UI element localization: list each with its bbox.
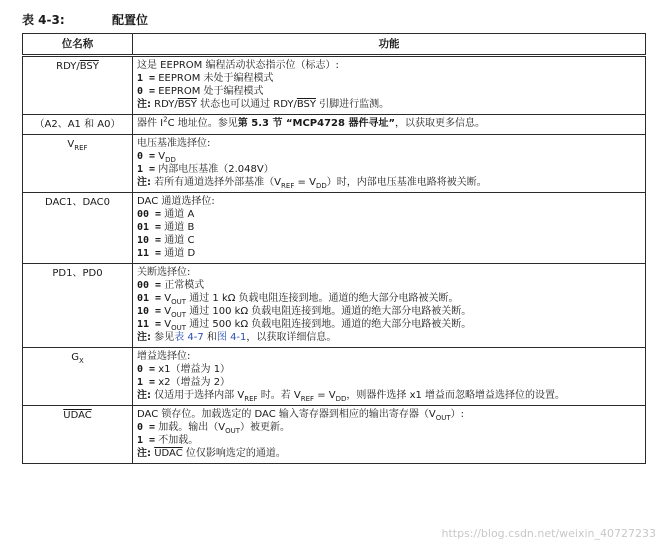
function-line <box>137 137 641 150</box>
text-segment: 10 = <box>137 306 162 317</box>
text-segment: 1 = <box>137 377 156 388</box>
function-cell <box>133 56 646 115</box>
text-segment: 注: <box>137 390 151 401</box>
function-line <box>137 389 641 402</box>
text-segment: RDY/ <box>151 99 178 110</box>
function-line <box>137 434 641 447</box>
text-segment: V <box>161 319 172 330</box>
bit-name-pre: （A2、A1 和 A0） <box>34 119 121 130</box>
text-segment: 通道 D <box>161 248 196 259</box>
function-line <box>137 117 641 130</box>
text-segment: 第 5.3 节 “MCP4728 器件寻址” <box>237 118 396 129</box>
table-title: 配置位 <box>112 12 149 27</box>
text-segment: DD <box>165 156 176 164</box>
table-row <box>23 193 646 264</box>
function-line <box>137 318 641 331</box>
text-segment: 01 = <box>137 293 162 304</box>
bit-name-cell <box>23 56 133 115</box>
text-segment: 1 = <box>137 435 156 446</box>
text-segment: 注: <box>137 99 151 110</box>
table-row <box>23 115 646 135</box>
function-line <box>137 195 641 208</box>
text-segment: $\overline{BSY}$ <box>177 99 197 110</box>
function-line <box>137 247 641 260</box>
table-header-row <box>23 34 646 56</box>
function-line <box>137 59 641 72</box>
text-segment: OUT <box>171 298 187 306</box>
text-segment: 0 = <box>137 422 156 433</box>
text-segment: V <box>161 306 172 317</box>
text-segment: OUT <box>171 324 187 332</box>
text-segment: 1 = <box>137 164 156 175</box>
text-segment: $\overline{BSY}$ <box>296 99 316 110</box>
text-segment: 状态也可以通过 RDY/ <box>196 99 297 110</box>
text-segment: 0 = <box>137 151 156 162</box>
text-segment: 不加载。 <box>155 435 199 446</box>
cross-reference-link[interactable]: 图 4-1 <box>216 332 247 343</box>
text-segment: UDAC <box>154 448 183 459</box>
text-segment: DAC 锁存位。加载选定的 DAC 输入寄存器到相应的输出寄存器（V <box>137 409 436 420</box>
function-line <box>137 72 641 85</box>
text-segment: ，以获取详细信息。 <box>246 332 337 343</box>
text-segment: ）时，内部电压基准电路将被关断。 <box>326 177 487 188</box>
text-segment: = V <box>294 177 316 188</box>
text-segment: 00 = <box>137 209 162 220</box>
text-segment: V <box>155 151 166 162</box>
function-cell <box>133 406 646 464</box>
text-segment: = V <box>314 390 336 401</box>
text-segment: 仅适用于选择内部 V <box>151 390 245 401</box>
function-line <box>137 305 641 318</box>
function-cell <box>133 348 646 406</box>
function-cell <box>133 264 646 348</box>
text-segment: 注: <box>137 177 151 188</box>
function-line <box>137 279 641 292</box>
text-segment: 位仅影响选定的通道。 <box>182 448 286 459</box>
text-segment: 通道 C <box>161 235 195 246</box>
text-segment: 这是 EEPROM 编程活动状态指示位（标志）: <box>137 60 339 71</box>
text-segment: V <box>161 293 172 304</box>
text-segment: 通道 B <box>161 222 195 233</box>
function-line <box>137 421 641 434</box>
text-segment: 01 = <box>137 222 162 233</box>
text-segment: 0 = <box>137 364 156 375</box>
text-segment: REF <box>300 395 315 403</box>
text-segment: 0 = <box>137 86 156 97</box>
table-row <box>23 56 646 115</box>
bit-name-cell <box>23 193 133 264</box>
text-segment: x1（增益为 1） <box>155 364 231 375</box>
function-line <box>137 234 641 247</box>
text-segment: ）: <box>450 409 465 420</box>
text-segment: 通过 1 kΩ 负载电阻连接到地。通道的绝大部分电路被关断。 <box>186 293 459 304</box>
function-line <box>137 447 641 460</box>
text-segment: OUT <box>435 414 451 422</box>
text-segment: 电压基准选择位: <box>137 138 211 149</box>
text-segment: 10 = <box>137 235 162 246</box>
text-segment: 通道 A <box>161 209 195 220</box>
bit-name-cell <box>23 115 133 135</box>
function-cell <box>133 193 646 264</box>
table-row <box>23 264 646 348</box>
text-segment: 时。若 V <box>257 390 301 401</box>
watermark: https://blog.csdn.net/weixin_40727233 <box>441 527 656 540</box>
text-segment: OUT <box>171 311 187 319</box>
function-line <box>137 98 641 111</box>
table-row <box>23 406 646 464</box>
bit-name-cell <box>23 348 133 406</box>
text-segment: 通过 100 kΩ 负载电阻连接到地。通道的绝大部分电路被关断。 <box>186 306 472 317</box>
text-segment: ，以获取更多信息。 <box>395 118 486 129</box>
text-segment: DD <box>315 182 327 190</box>
text-segment: 引脚进行监测。 <box>315 99 390 110</box>
bit-name-pre: DAC1、DAC0 <box>44 197 111 208</box>
table-number: 表 4-3: <box>22 12 65 27</box>
function-line <box>137 221 641 234</box>
function-line <box>137 350 641 363</box>
text-segment: EEPROM 未处于编程模式 <box>155 73 274 84</box>
text-segment: 关断选择位: <box>137 267 191 278</box>
function-line <box>137 266 641 279</box>
function-cell <box>133 135 646 193</box>
text-segment: 注: <box>137 332 151 343</box>
text-segment: 增益选择位: <box>137 351 191 362</box>
text-segment: 若所有通道选择外部基准（V <box>151 177 282 188</box>
table-row <box>23 348 646 406</box>
text-segment: 正常模式 <box>161 280 205 291</box>
text-segment: REF <box>281 182 295 190</box>
function-line <box>137 85 641 98</box>
bit-name-pre: PD1、PD0 <box>52 268 103 279</box>
text-segment: C 地址位。参见 <box>167 118 238 129</box>
text-segment: DD <box>335 395 347 403</box>
text-segment: 11 = <box>137 319 162 330</box>
function-line <box>137 150 641 163</box>
header-bit-name: 位名称 <box>23 34 133 56</box>
text-segment: 通过 500 kΩ 负载电阻连接到地。通道的绝大部分电路被关断。 <box>186 319 472 330</box>
text-segment: 00 = <box>137 280 162 291</box>
table-body <box>23 56 646 464</box>
text-segment: REF <box>244 395 258 403</box>
text-segment: 器件 I <box>137 118 164 129</box>
header-function: 功能 <box>133 34 646 56</box>
bit-name-pre: RDY/ <box>56 61 80 72</box>
text-segment: DAC 通道选择位: <box>137 196 215 207</box>
function-line <box>137 176 641 189</box>
text-segment: 参见 <box>151 332 175 343</box>
function-line <box>137 163 641 176</box>
table-row <box>23 135 646 193</box>
bit-name-over: UDAC <box>63 410 92 421</box>
text-segment: 注: <box>137 448 151 459</box>
text-segment: x2（增益为 2） <box>155 377 231 388</box>
text-segment: 和 <box>203 332 217 343</box>
text-segment: 2 <box>163 115 168 124</box>
text-segment: ，则器件选择 x1 增益而忽略增益选择位的设置。 <box>346 390 566 401</box>
config-bits-table <box>22 33 646 464</box>
bit-name-pre: V <box>67 139 75 150</box>
function-line <box>137 208 641 221</box>
cross-reference-link[interactable]: 表 4-7 <box>174 332 204 343</box>
function-line <box>137 331 641 344</box>
function-line <box>137 292 641 305</box>
bit-name-sub: REF <box>74 144 88 152</box>
text-segment: EEPROM 处于编程模式 <box>155 86 264 97</box>
text-segment: 1 = <box>137 73 156 84</box>
function-line <box>137 408 641 421</box>
text-segment: 内部电压基准（2.048V） <box>155 164 274 175</box>
function-cell <box>133 115 646 135</box>
text-segment: OUT <box>225 427 241 435</box>
text-segment: 11 = <box>137 248 162 259</box>
text-segment: 加载。输出（V <box>155 422 226 433</box>
function-line <box>137 376 641 389</box>
text-segment: ）被更新。 <box>240 422 291 433</box>
table-caption <box>22 10 148 28</box>
bit-name-over: $\overline{BSY}$ <box>79 61 99 72</box>
bit-name-cell <box>23 135 133 193</box>
bit-name-cell <box>23 406 133 464</box>
function-line <box>137 363 641 376</box>
bit-name-sub: X <box>78 357 84 365</box>
bit-name-pre: G <box>71 352 79 363</box>
bit-name-cell <box>23 264 133 348</box>
